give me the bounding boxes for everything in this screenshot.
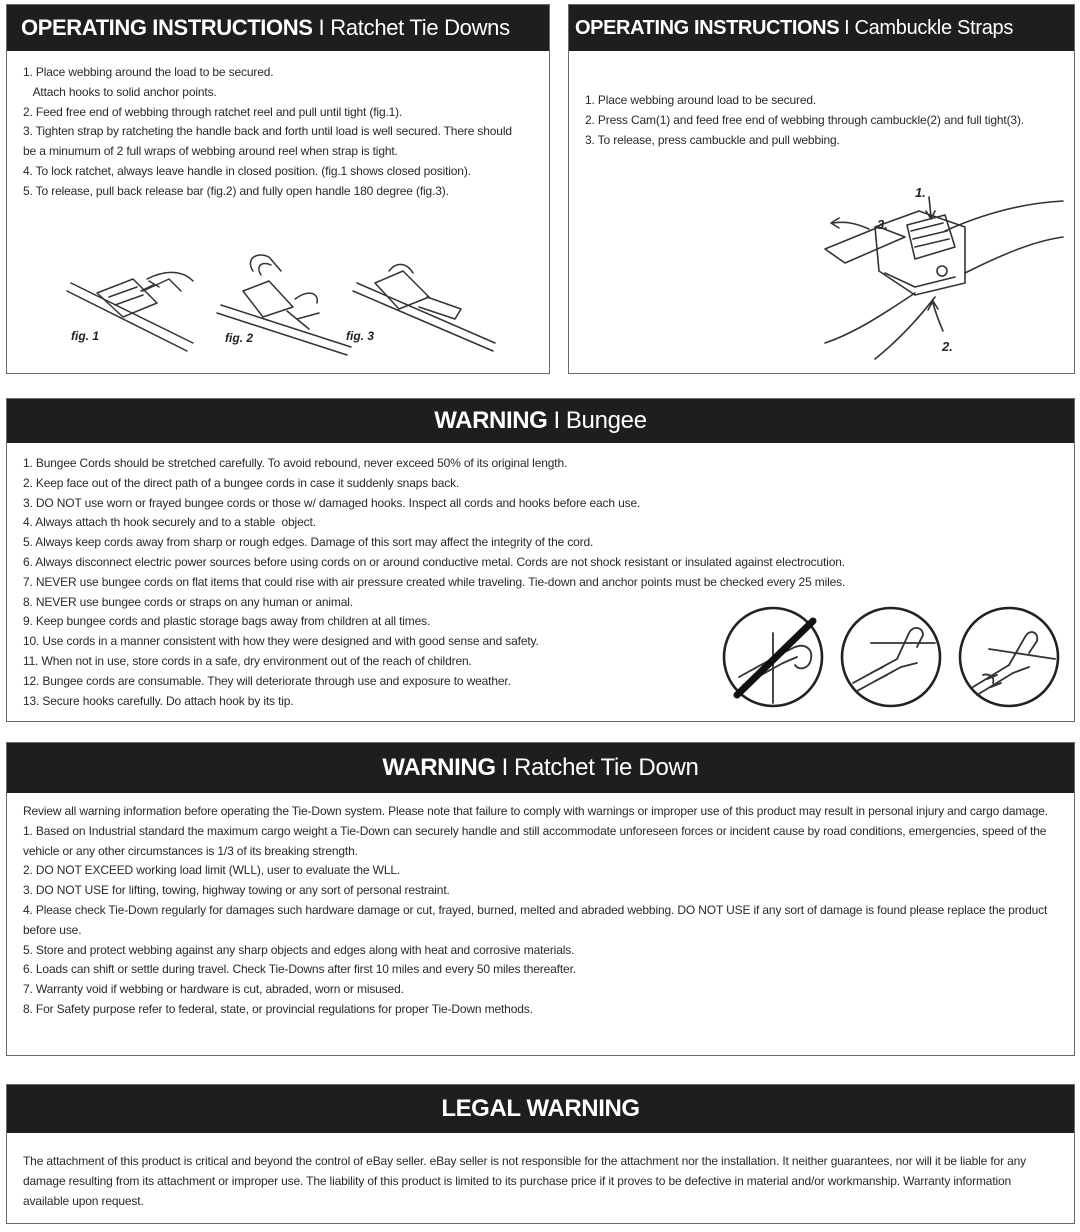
- header-title-bold: OPERATING INSTRUCTIONS: [21, 15, 313, 40]
- list-item: 4. To lock ratchet, always leave handle in closed position. (fig.1 shows closed position).: [23, 163, 471, 178]
- list-item: 5. Always keep cords away from sharp or rough edges. Damage of this sort may affect the integrity of the cord.: [23, 535, 594, 550]
- hook-correct-icon-1: [853, 628, 935, 691]
- list-item: 7. NEVER use bungee cords on flat items that could rise with air pressure created while traveling. Tie-down and anchor points must be checked every 25 miles.: [23, 574, 846, 589]
- list-item: 13. Secure hooks carefully. Do attach hook by its tip.: [23, 693, 294, 708]
- list-item: 2. Feed free end of webbing through ratchet reel and pull until tight (fig.1).: [23, 104, 403, 119]
- header-separator: I: [318, 15, 325, 40]
- list-item: 3. Tighten strap by ratcheting the handle back and forth until load is well secured. There should be a minumum of 2 full wraps of webbing around reel when strap is tight.: [23, 124, 516, 159]
- header-title-bold: OPERATING INSTRUCTIONS: [575, 16, 840, 39]
- list-item: 3. DO NOT USE for lifting, towing, highway towing or any sort of personal restraint.: [23, 883, 450, 898]
- ratchet-warning-header: [7, 743, 1074, 793]
- fig-3-label: fig. 3: [346, 329, 375, 343]
- header-title-light: Cambuckle Straps: [854, 16, 1014, 39]
- list-item: 4. Always attach th hook securely and to a stable object.: [23, 515, 316, 530]
- header-title-light: Ratchet Tie Down: [513, 754, 699, 781]
- fig-1-label: fig. 1: [71, 329, 100, 343]
- ratchet-warning-intro: Review all warning information before operating the Tie-Down system. Please note that failure to comply with warnings or improper use of this product may result in personal injury and cargo damage.: [23, 804, 1048, 818]
- fig-2-label: fig. 2: [225, 331, 254, 345]
- list-item: 11. When not in use, store cords in a safe, dry environment out of the reach of children.: [23, 653, 472, 668]
- header-separator: I: [844, 16, 850, 39]
- ratchet-warning-body: [23, 802, 1063, 1020]
- diagram-label-1: 1.: [915, 185, 926, 200]
- list-item: 12. Bungee cords are consumable. They will deteriorate through use and exposure to weather.: [23, 673, 511, 688]
- list-item: 3. To release, press cambuckle and pull webbing.: [585, 132, 840, 147]
- ratchet-instructions-panel: [6, 4, 550, 374]
- bungee-warning-header: [7, 399, 1074, 443]
- header-title-light: Ratchet Tie Downs: [330, 15, 510, 40]
- list-item: 7. Warranty void if webbing or hardware is cut, abraded, worn or misused.: [23, 982, 404, 997]
- ratchet-warning-list: [23, 822, 1063, 1020]
- header-title-bold: WARNING: [382, 754, 496, 781]
- list-item: 2. Keep face out of the direct path of a bungee cords in case it suddenly snaps back.: [23, 475, 460, 490]
- ratchet-instructions-header: [7, 5, 549, 51]
- list-item: 5. Store and protect webbing against any sharp objects and edges along with heat and corrosive materials.: [23, 942, 575, 957]
- list-item: 10. Use cords in a manner consistent with how they were designed and with good sense and safety.: [23, 634, 539, 649]
- list-item: 6. Loads can shift or settle during travel. Check Tie-Downs after first 10 miles and every 50 miles thereafter.: [23, 962, 576, 977]
- list-item: 8. NEVER use bungee cords or straps on any human or animal.: [23, 594, 353, 609]
- cambuckle-instruction-list: [585, 91, 1051, 150]
- list-item: 1. Based on Industrial standard the maximum cargo weight a Tie-Down can securely handle and still accommodate unforeseen forces or incident cause by road conditions, emergencies, speed of the vehicle or any other circumstances is 1/3 of its breaking strength.: [23, 823, 1050, 858]
- bungee-warning-panel: [6, 398, 1075, 722]
- diagram-label-3: 3.: [877, 217, 888, 232]
- legal-warning-panel: [6, 1084, 1075, 1224]
- list-item: 8. For Safety purpose refer to federal, state, or provincial regulations for proper Tie-Down methods.: [23, 1001, 533, 1016]
- header-separator: I: [501, 754, 508, 781]
- hook-usage-icons: [721, 603, 1071, 711]
- list-item: 6. Always disconnect electric power sources before using cords on or around conductive metal. Cords are not shock resistant or insulated against electrocution.: [23, 554, 845, 569]
- legal-warning-title: LEGAL WARNING: [441, 1095, 640, 1122]
- cambuckle-diagram: [815, 183, 1065, 363]
- cambuckle-instructions-header: [569, 5, 1074, 51]
- list-item: 1. Bungee Cords should be stretched carefully. To avoid rebound, never exceed 50% of its original length.: [23, 456, 568, 470]
- diagram-label-2: 2.: [942, 339, 953, 354]
- header-separator: I: [553, 407, 560, 434]
- hook-correct-icon-2: [973, 632, 1055, 695]
- legal-warning-text: The attachment of this product is critical and beyond the control of eBay seller. eBay seller is not responsible for the attachment nor the installation. It neither guarantees, nor will it be liable for any damage resulting from its attachment or improper use. The liability of this product is limited to its purchase price if it proves to be defective in material and/or workmanship. Warranty information available upon request.: [23, 1154, 1026, 1208]
- ratchet-instruction-list: [23, 63, 517, 202]
- list-item: 4. Please check Tie-Down regularly for damages such hardware damage or cut, frayed, burned, melted and abraded webbing. DO NOT USE if any sort of damage is found please replace the product before use.: [23, 902, 1051, 937]
- ratchet-figures-illustration: [57, 251, 497, 363]
- cambuckle-instructions-panel: [568, 4, 1075, 374]
- list-item: 2. Press Cam(1) and feed free end of webbing through cambuckle(2) and full tight(3).: [585, 112, 1024, 127]
- list-item: 1. Place webbing around the load to be secured. Attach hooks to solid anchor points.: [23, 65, 274, 99]
- legal-warning-header: [7, 1085, 1074, 1133]
- list-item: 5. To release, pull back release bar (fig.2) and fully open handle 180 degree (fig.3).: [23, 183, 449, 198]
- header-title-bold: WARNING: [434, 407, 548, 434]
- list-item: 3. DO NOT use worn or frayed bungee cords or those w/ damaged hooks. Inspect all cords and hooks before each use.: [23, 495, 641, 510]
- list-item: 1. Place webbing around load to be secured.: [585, 93, 817, 107]
- header-title-light: Bungee: [565, 407, 647, 434]
- list-item: 2. DO NOT EXCEED working load limit (WLL), user to evaluate the WLL.: [23, 863, 401, 878]
- ratchet-warning-panel: [6, 742, 1075, 1056]
- list-item: 9. Keep bungee cords and plastic storage bags away from children at all times.: [23, 614, 431, 629]
- hook-wrong-icon: [737, 621, 813, 703]
